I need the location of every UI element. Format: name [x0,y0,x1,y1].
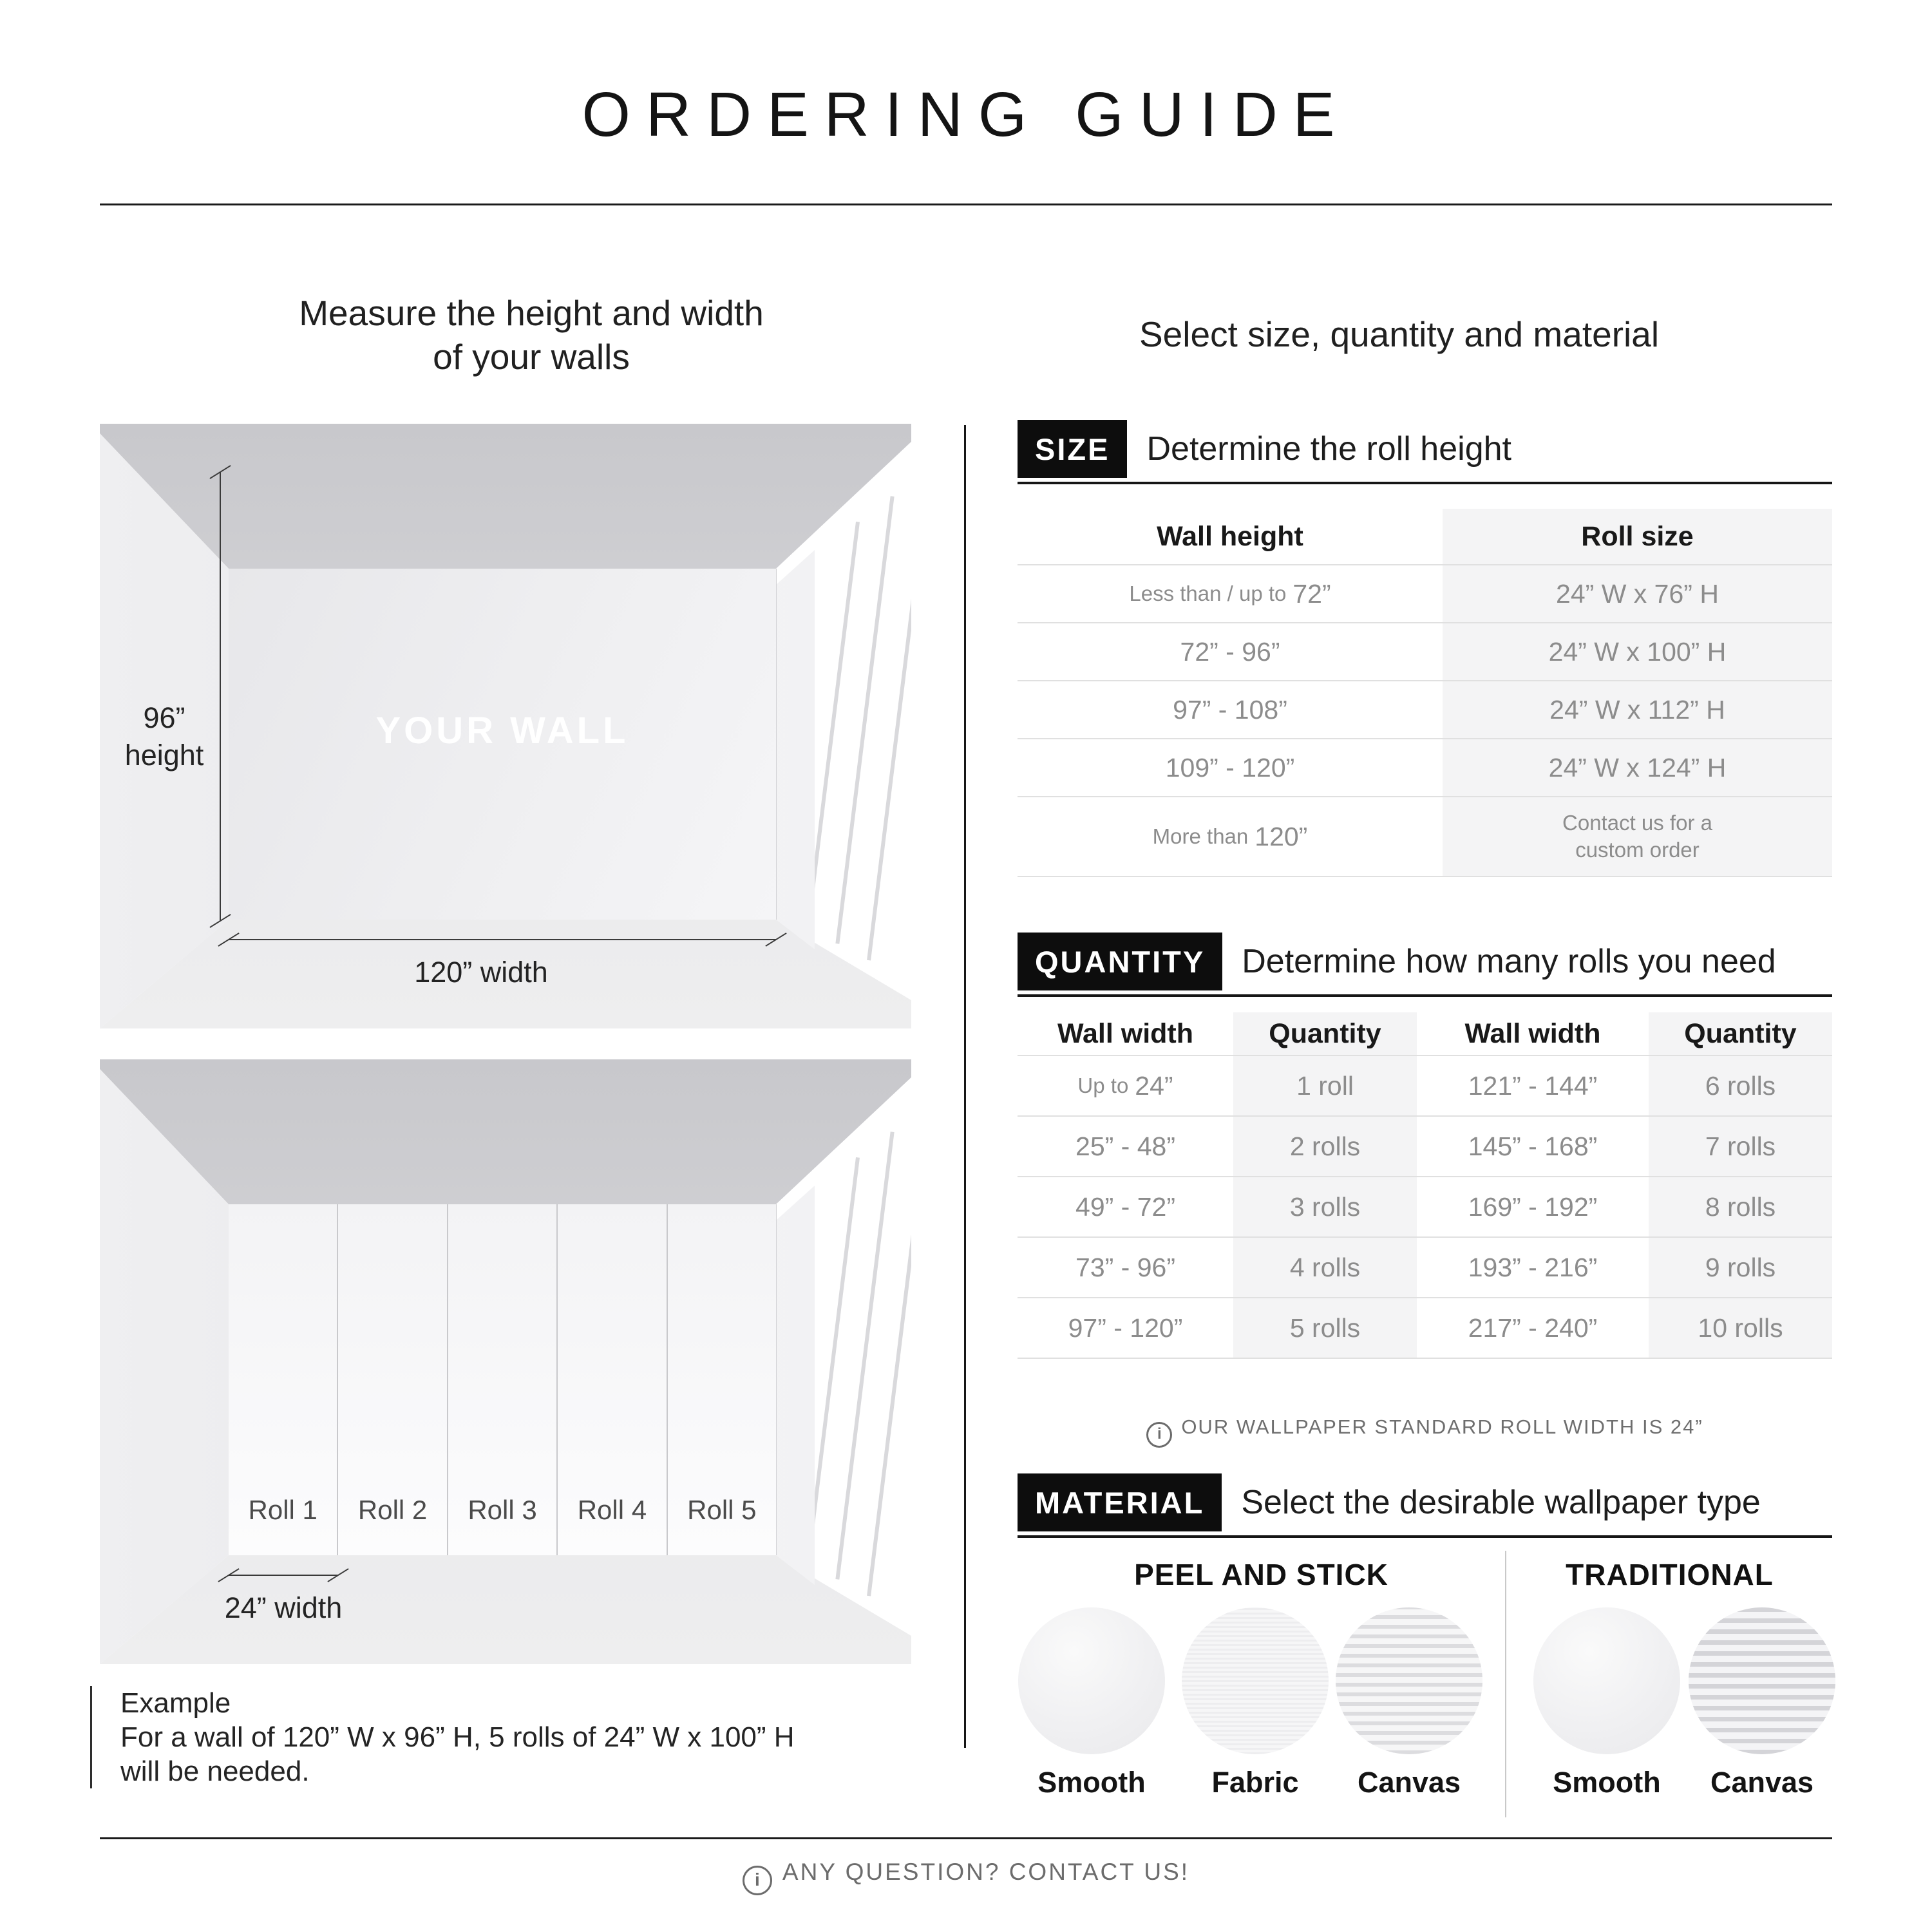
quantity-section-underline [1018,994,1832,997]
room-illustration-measure [100,424,911,1028]
swatch-peel-fabric [1182,1607,1329,1754]
swatch-traditional-canvas [1689,1607,1835,1754]
roll-width-note-text: OUR WALLPAPER STANDARD ROLL WIDTH IS 24” [1181,1416,1703,1438]
roll-strip [229,1204,337,1555]
width-dimension-label: 120” width [414,956,548,989]
height-dimension-line [220,472,221,921]
example-note [90,1686,795,1788]
room-illustration-rolls [100,1059,911,1664]
size-table-row: 97” - 108” 24” W x 112” H [1018,680,1832,738]
quantity-table-row: 49” - 72” 3 rolls 169” - 192” 8 rolls [1018,1176,1832,1236]
example-title: Example [120,1687,231,1719]
roll-width-dimension-label: 24” width [224,1591,343,1624]
roll-strip-label: Roll 1 [248,1495,317,1525]
roll-strip-label: Roll 4 [577,1495,647,1525]
footer-divider [100,1837,1832,1839]
right-column-heading: Select size, quantity and material [1139,314,1660,354]
swatch-traditional-smooth [1533,1607,1680,1754]
window-mullion [867,1104,931,1596]
quantity-table-row: 97” - 120” 5 rolls 217” - 240” 10 rolls [1018,1297,1832,1359]
roll-strip-label: Roll 5 [687,1495,757,1525]
swatch-label-smooth-traditional: Smooth [1553,1766,1661,1799]
quantity-section-header [1018,933,1832,990]
height-value: 96” [143,701,185,734]
roll-strip-label: Roll 3 [468,1495,537,1525]
example-line2: will be needed. [120,1756,310,1787]
left-column-heading [100,291,963,379]
quantity-badge: QUANTITY [1018,933,1222,990]
size-table [1018,509,1832,877]
quantity-col-quantity-2: Quantity [1649,1012,1832,1055]
quantity-col-quantity-1: Quantity [1233,1012,1417,1055]
quantity-col-wall-width-2: Wall width [1464,1018,1601,1049]
size-table-row: More than 120” Contact us for a custom order [1018,796,1832,877]
size-table-row: 72” - 96” 24” W x 100” H [1018,622,1832,680]
back-wall [229,569,776,920]
width-dimension-line [229,939,776,940]
swatch-peel-smooth [1018,1607,1165,1754]
size-badge: SIZE [1018,420,1127,478]
left-heading-line1: Measure the height and width [299,293,764,333]
column-divider [964,425,966,1748]
back-wall-roll-strips [229,1204,776,1555]
example-line1: For a wall of 120” W x 96” H, 5 rolls of 24” W x 100” H [120,1721,795,1753]
quantity-col-wall-width-1: Wall width [1057,1018,1193,1049]
swatch-label-fabric: Fabric [1211,1766,1299,1799]
window-mullion [867,468,931,961]
roll-strip [556,1204,666,1555]
height-word: height [124,739,204,772]
size-table-row: 109” - 120” 24” W x 124” H [1018,738,1832,796]
size-col-wall-height: Wall height [1157,520,1303,552]
quantity-table-row: 73” - 96” 4 rolls 193” - 216” 9 rolls [1018,1236,1832,1297]
swatch-label-canvas: Canvas [1357,1766,1461,1799]
info-icon [743,1866,772,1895]
quantity-table-header-row [1018,1012,1832,1055]
left-heading-line2: of your walls [433,337,630,377]
footer-text: ANY QUESTION? CONTACT US! [782,1859,1190,1885]
swatch-label-smooth: Smooth [1037,1766,1146,1799]
page-title: ORDERING GUIDE [582,79,1350,149]
swatch-label-canvas-traditional: Canvas [1710,1766,1814,1799]
size-section-title: Determine the roll height [1146,430,1511,468]
quantity-table-row: Up to 24” 1 roll 121” - 144” 6 rolls [1018,1055,1832,1115]
size-section-underline [1018,482,1832,484]
swatch-peel-canvas [1336,1607,1482,1754]
roll-strip [337,1204,446,1555]
material-section-underline [1018,1535,1832,1538]
roll-strip-label: Roll 2 [357,1495,428,1525]
material-section-header [1018,1473,1832,1531]
traditional-group-title: TRADITIONAL [1566,1558,1774,1591]
quantity-section-title: Determine how many rolls you need [1242,943,1776,980]
size-table-header-row [1018,509,1832,564]
quantity-table-row: 25” - 48” 2 rolls 145” - 168” 7 rolls [1018,1115,1832,1176]
size-section-header [1018,420,1832,478]
roll-width-note [1018,1416,1832,1448]
your-wall-label: YOUR WALL [375,710,629,752]
footer-contact [0,1859,1932,1895]
title-divider [100,204,1832,205]
quantity-table [1018,1012,1832,1359]
size-table-row: Less than / up to 72” 24” W x 76” H [1018,564,1832,622]
window-mullion [835,496,894,944]
window-mullion [835,1132,894,1580]
size-col-roll-size: Roll size [1443,509,1832,564]
material-section-title: Select the desirable wallpaper type [1241,1484,1761,1521]
material-group-divider [1505,1551,1506,1817]
roll-width-dimension-line [229,1575,338,1576]
material-badge: MATERIAL [1018,1473,1222,1531]
roll-strip [667,1204,776,1555]
info-icon [1146,1422,1172,1448]
height-dimension-label [106,699,222,774]
peel-and-stick-group-title: PEEL AND STICK [1134,1558,1388,1591]
roll-strip [447,1204,556,1555]
